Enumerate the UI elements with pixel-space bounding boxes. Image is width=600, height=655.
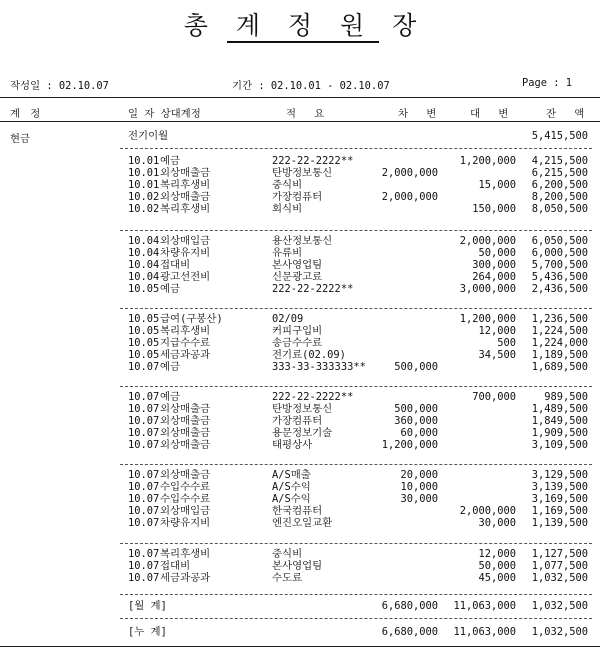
- entry-description: 탄방정보통신: [272, 167, 333, 179]
- entry-date: 10.04: [128, 235, 160, 247]
- footer-rule: [0, 646, 600, 647]
- credit-amount: 700,000: [472, 391, 516, 403]
- group-separator: [120, 618, 592, 619]
- credit-amount: 264,000: [472, 271, 516, 283]
- counter-account: 복리후생비: [160, 179, 211, 191]
- counter-account: 외상매출금: [160, 469, 211, 481]
- credit-amount: 12,000: [478, 548, 516, 560]
- debit-amount: 10,000: [400, 481, 438, 493]
- entry-date: 10.02: [128, 191, 160, 203]
- entry-description: 222-22-2222**: [272, 391, 354, 403]
- period-range: 기간 : 02.10.01 - 02.10.07: [232, 80, 390, 92]
- entry-description: 용문정보기술: [272, 427, 333, 439]
- entry-date: 10.02: [128, 203, 160, 215]
- entry-date: 10.04: [128, 259, 160, 271]
- credit-amount: 1,200,000: [459, 155, 516, 167]
- balance-amount: 3,109,500: [531, 439, 588, 451]
- counter-account: 접대비: [160, 259, 191, 271]
- entry-description: A/S매출: [272, 469, 311, 481]
- balance-amount: 1,032,500: [531, 572, 588, 584]
- counter-account: 외상매입금: [160, 505, 211, 517]
- table-row: [0, 517, 600, 530]
- table-row: [0, 283, 600, 296]
- entry-date: 10.05: [128, 349, 160, 361]
- entry-description: 유류비: [272, 247, 303, 259]
- entry-date: 10.07: [128, 469, 160, 481]
- balance-amount: 1,849,500: [531, 415, 588, 427]
- counter-account: 수입수수료: [160, 493, 211, 505]
- balance-amount: 5,436,500: [531, 271, 588, 283]
- carryover-row: [0, 130, 600, 143]
- counter-account: 외상매출금: [160, 191, 211, 203]
- account-name: 현금: [10, 133, 31, 145]
- header-credit: 대 변: [470, 108, 515, 120]
- debit-amount: 500,000: [394, 361, 438, 373]
- entry-date: 10.07: [128, 572, 160, 584]
- debit-amount: 360,000: [394, 415, 438, 427]
- header-bottom-rule: [0, 121, 600, 122]
- counter-account: 외상매출금: [160, 415, 211, 427]
- entry-date: 10.07: [128, 403, 160, 415]
- entry-description: 중식비: [272, 179, 303, 191]
- debit-amount: 2,000,000: [381, 191, 438, 203]
- credit-amount: 34,500: [478, 349, 516, 361]
- balance-amount: 1,689,500: [531, 361, 588, 373]
- counter-account: 외상매출금: [160, 439, 211, 451]
- entry-date: 10.04: [128, 271, 160, 283]
- header-top-rule: [0, 97, 600, 98]
- monthly-total-row: [0, 600, 600, 613]
- cumulative-total-row: [0, 626, 600, 639]
- credit-amount: 50,000: [478, 247, 516, 259]
- counter-account: 외상매출금: [160, 403, 211, 415]
- balance-amount: 1,909,500: [531, 427, 588, 439]
- table-row: [0, 439, 600, 452]
- carryover-balance: 5,415,500: [531, 130, 588, 142]
- entry-date: 10.05: [128, 283, 160, 295]
- balance-amount: 6,215,500: [531, 167, 588, 179]
- balance-amount: 1,236,500: [531, 313, 588, 325]
- counter-account: 지급수수료: [160, 337, 211, 349]
- credit-amount: 500: [497, 337, 516, 349]
- entry-date: 10.07: [128, 517, 160, 529]
- cumulative-balance: 1,032,500: [531, 626, 588, 638]
- table-row: [0, 203, 600, 216]
- counter-account: 복리후생비: [160, 325, 211, 337]
- created-date: 작성일 : 02.10.07: [10, 80, 109, 92]
- credit-amount: 15,000: [478, 179, 516, 191]
- entry-description: 222-22-2222**: [272, 155, 354, 167]
- group-separator: [120, 386, 592, 387]
- cumulative-credit: 11,063,000: [453, 626, 516, 638]
- balance-amount: 1,224,000: [531, 337, 588, 349]
- counter-account: 예금: [160, 155, 181, 167]
- balance-amount: 6,000,500: [531, 247, 588, 259]
- debit-amount: 1,200,000: [381, 439, 438, 451]
- entry-description: 태평상사: [272, 439, 313, 451]
- balance-amount: 6,200,500: [531, 179, 588, 191]
- counter-account: 예금: [160, 361, 181, 373]
- header-balance: 잔 액: [546, 108, 591, 120]
- counter-account: 세금과공과: [160, 349, 211, 361]
- credit-amount: 1,200,000: [459, 313, 516, 325]
- group-separator: [120, 148, 592, 149]
- entry-date: 10.04: [128, 247, 160, 259]
- entry-date: 10.01: [128, 155, 160, 167]
- credit-amount: 150,000: [472, 203, 516, 215]
- credit-amount: 300,000: [472, 259, 516, 271]
- header-description: 적 요: [286, 108, 331, 120]
- entry-date: 10.01: [128, 179, 160, 191]
- balance-amount: 2,436,500: [531, 283, 588, 295]
- group-separator: [120, 543, 592, 544]
- debit-amount: 60,000: [400, 427, 438, 439]
- counter-account: 광고선전비: [160, 271, 211, 283]
- counter-account: 복리후생비: [160, 548, 211, 560]
- balance-amount: 1,189,500: [531, 349, 588, 361]
- title-underline: [227, 41, 379, 43]
- entry-date: 10.07: [128, 391, 160, 403]
- group-separator: [120, 308, 592, 309]
- credit-amount: 30,000: [478, 517, 516, 529]
- counter-account: 예금: [160, 283, 181, 295]
- monthly-balance: 1,032,500: [531, 600, 588, 612]
- entry-description: A/S수익: [272, 493, 311, 505]
- entry-description: 중식비: [272, 548, 303, 560]
- entry-date: 10.07: [128, 493, 160, 505]
- credit-amount: 45,000: [478, 572, 516, 584]
- entry-description: 가장컴퓨터: [272, 191, 323, 203]
- entry-description: 가장컴퓨터: [272, 415, 323, 427]
- entry-description: 한국컴퓨터: [272, 505, 323, 517]
- balance-amount: 1,489,500: [531, 403, 588, 415]
- monthly-debit: 6,680,000: [381, 600, 438, 612]
- entry-description: 송금수수료: [272, 337, 323, 349]
- entry-date: 10.07: [128, 548, 160, 560]
- counter-account: 외상매출금: [160, 427, 211, 439]
- balance-amount: 1,139,500: [531, 517, 588, 529]
- entry-date: 10.07: [128, 560, 160, 572]
- entry-description: 탄방정보통신: [272, 403, 333, 415]
- balance-amount: 1,127,500: [531, 548, 588, 560]
- header-account: 계 정: [10, 108, 43, 120]
- entry-description: 333-33-333333**: [272, 361, 366, 373]
- balance-amount: 3,129,500: [531, 469, 588, 481]
- debit-amount: 30,000: [400, 493, 438, 505]
- monthly-credit: 11,063,000: [453, 600, 516, 612]
- entry-date: 10.07: [128, 415, 160, 427]
- table-row: [0, 361, 600, 374]
- group-separator: [120, 464, 592, 465]
- credit-amount: 2,000,000: [459, 505, 516, 517]
- balance-amount: 8,050,500: [531, 203, 588, 215]
- balance-amount: 1,077,500: [531, 560, 588, 572]
- credit-amount: 3,000,000: [459, 283, 516, 295]
- balance-amount: 1,169,500: [531, 505, 588, 517]
- entry-date: 10.07: [128, 361, 160, 373]
- entry-date: 10.07: [128, 439, 160, 451]
- entry-description: 02/09: [272, 313, 304, 325]
- group-separator: [120, 230, 592, 231]
- counter-account: 세금과공과: [160, 572, 211, 584]
- entry-date: 10.07: [128, 505, 160, 517]
- entry-description: 수도료: [272, 572, 303, 584]
- balance-amount: 3,169,500: [531, 493, 588, 505]
- page-number: Page : 1: [521, 77, 572, 89]
- report-title: 총 계 정 원 장: [183, 11, 427, 40]
- balance-amount: 6,050,500: [531, 235, 588, 247]
- entry-description: 회식비: [272, 203, 303, 215]
- counter-account: 수입수수료: [160, 481, 211, 493]
- counter-account: 차량유지비: [160, 247, 211, 259]
- cumulative-label: [누 계]: [128, 626, 167, 638]
- counter-account: 차량유지비: [160, 517, 211, 529]
- counter-account: 외상매입금: [160, 235, 211, 247]
- entry-date: 10.05: [128, 337, 160, 349]
- entry-description: 222-22-2222**: [272, 283, 354, 295]
- counter-account: 급여(구봉산): [160, 313, 223, 325]
- entry-description: 엔진오일교환: [272, 517, 333, 529]
- header-date-counter: 일 자 상대계정: [128, 108, 201, 120]
- header-debit: 차 변: [398, 108, 443, 120]
- entry-description: A/S수익: [272, 481, 311, 493]
- credit-amount: 12,000: [478, 325, 516, 337]
- entry-date: 10.07: [128, 481, 160, 493]
- debit-amount: 500,000: [394, 403, 438, 415]
- debit-amount: 2,000,000: [381, 167, 438, 179]
- balance-amount: 1,224,500: [531, 325, 588, 337]
- entry-description: 커피구입비: [272, 325, 323, 337]
- counter-account: 예금: [160, 391, 181, 403]
- carryover-label: 전기이월: [128, 130, 169, 142]
- counter-account: 복리후생비: [160, 203, 211, 215]
- entry-description: 용산정보통신: [272, 235, 333, 247]
- credit-amount: 50,000: [478, 560, 516, 572]
- entry-date: 10.07: [128, 427, 160, 439]
- cumulative-debit: 6,680,000: [381, 626, 438, 638]
- balance-amount: 4,215,500: [531, 155, 588, 167]
- entry-description: 전기료(02.09): [272, 349, 346, 361]
- balance-amount: 3,139,500: [531, 481, 588, 493]
- credit-amount: 2,000,000: [459, 235, 516, 247]
- entry-description: 본사영업팀: [272, 560, 323, 572]
- entry-date: 10.05: [128, 325, 160, 337]
- balance-amount: 989,500: [544, 391, 588, 403]
- counter-account: 외상매출금: [160, 167, 211, 179]
- counter-account: 접대비: [160, 560, 191, 572]
- entry-description: 신문광고료: [272, 271, 323, 283]
- entry-date: 10.01: [128, 167, 160, 179]
- entry-date: 10.05: [128, 313, 160, 325]
- debit-amount: 20,000: [400, 469, 438, 481]
- group-separator: [120, 594, 592, 595]
- balance-amount: 5,700,500: [531, 259, 588, 271]
- monthly-label: [월 계]: [128, 600, 167, 612]
- table-row: [0, 572, 600, 585]
- entry-description: 본사영업팀: [272, 259, 323, 271]
- balance-amount: 8,200,500: [531, 191, 588, 203]
